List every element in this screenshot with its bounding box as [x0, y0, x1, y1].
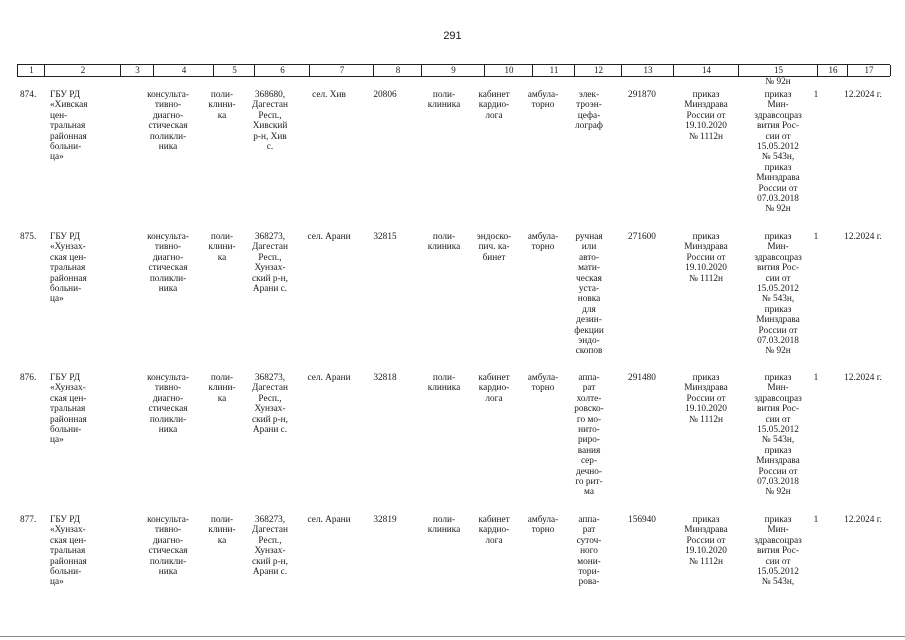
order: приказ Минздрава России от 19.10.2020 № 1112н — [684, 515, 728, 567]
address: 368273, Дагестан Респ., Хунзах- ский р-н, Арани с. — [252, 515, 288, 578]
order-secondary: приказ Мин- здравсоцраз вития Рос- сии от 15.05.2012 № 543н, приказ Минздрава России от 07.03.2018 № 92н — [754, 90, 802, 215]
order: приказ Минздрава России от 19.10.2020 № 1112н — [684, 232, 728, 284]
care-form: амбула- торно — [527, 373, 559, 394]
code: 32815 — [373, 232, 397, 242]
organization: ГБУ РД «Хивская цен- тральная районная больни- ца» — [50, 90, 88, 163]
settlement: сел. Хив — [312, 90, 346, 100]
room: кабинет кардио- лога — [478, 90, 510, 121]
column-header: 3 — [120, 65, 154, 76]
unit: поли- клиника — [427, 90, 461, 111]
column-header: 9 — [421, 65, 485, 76]
subdivision: поли- клини- ка — [208, 373, 236, 404]
price: 291870 — [628, 90, 656, 100]
organization: ГБУ РД «Хунзах- ская цен- тральная районная больни- ца» — [50, 515, 87, 588]
room: кабинет кардио- лога — [478, 373, 510, 404]
column-header: 10 — [484, 65, 533, 76]
column-header: 6 — [254, 65, 310, 76]
column-header: 13 — [621, 65, 674, 76]
address: 368273, Дагестан Респ., Хунзах- ский р-н, Арани с. — [252, 232, 288, 295]
table-header — [17, 64, 890, 77]
organization: ГБУ РД «Хунзах- ская цен- тральная районная больни- ца» — [50, 373, 87, 446]
column-header: 11 — [532, 65, 575, 76]
page-number: 291 — [443, 30, 462, 42]
column-header: 14 — [673, 65, 739, 76]
order-secondary: приказ Мин- здравсоцраз вития Рос- сии от 15.05.2012 № 543н, приказ Минздрава России от 07.03.2018 № 92н — [754, 232, 802, 357]
facility-type: консульта- тивно- диагно- стическая поликли- ника — [147, 515, 189, 578]
column-header: 8 — [373, 65, 422, 76]
care-form: амбула- торно — [527, 232, 559, 253]
row-number: 874. — [20, 90, 37, 100]
equipment: элек- троэн- цефа- лограф — [575, 90, 603, 132]
quantity: 1 — [813, 373, 819, 383]
address: 368273, Дагестан Респ., Хунзах- ский р-н, Арани с. — [252, 373, 288, 436]
unit: поли- клиника — [427, 373, 461, 394]
address: 368680, Дагестан Респ., Хивский р-н, Хив с. — [252, 90, 288, 153]
order-secondary: приказ Мин- здравсоцраз вития Рос- сии от 15.05.2012 № 543н, — [754, 515, 802, 588]
subdivision: поли- клини- ка — [208, 90, 236, 121]
equipment: ручная или авто- мати- ческая уста- новка для дезин- фекции эндо- скопов — [574, 232, 604, 357]
column-header: 12 — [574, 65, 622, 76]
code: 20806 — [373, 90, 397, 100]
room: кабинет кардио- лога — [478, 515, 510, 546]
row-number: 877. — [20, 515, 37, 525]
column-header: 17 — [847, 65, 891, 76]
subdivision: поли- клини- ка — [208, 232, 236, 263]
order: приказ Минздрава России от 19.10.2020 № 1112н — [684, 373, 728, 425]
column-header: 2 — [44, 65, 121, 76]
column-header: 16 — [817, 65, 848, 76]
subdivision: поли- клини- ка — [208, 515, 236, 546]
quantity: 1 — [813, 90, 819, 100]
row-number: 875. — [20, 232, 37, 242]
quantity: 1 — [813, 515, 819, 525]
deadline: 12.2024 г. — [844, 232, 882, 242]
column-header: 4 — [153, 65, 214, 76]
price: 291480 — [628, 373, 656, 383]
order-secondary: приказ Мин- здравсоцраз вития Рос- сии от 15.05.2012 № 543н, приказ Минздрава России от 07.03.2018 № 92н — [754, 373, 802, 498]
organization: ГБУ РД «Хунзах- ская цен- тральная районная больни- ца» — [50, 232, 87, 305]
price: 156940 — [628, 515, 656, 525]
settlement: сел. Арани — [307, 515, 351, 525]
column-header: 15 — [738, 65, 818, 76]
column-header: 7 — [309, 65, 374, 76]
facility-type: консульта- тивно- диагно- стическая поликли- ника — [147, 90, 189, 153]
code: 32819 — [373, 515, 397, 525]
code: 32818 — [373, 373, 397, 383]
care-form: амбула- торно — [527, 515, 559, 536]
equipment: аппа- рат суточ- ного мони- тори- рова- — [576, 515, 602, 588]
column-header: 5 — [213, 65, 255, 76]
quantity: 1 — [813, 232, 819, 242]
column-header: 1 — [17, 65, 45, 76]
continuation-text: № 92н — [765, 77, 791, 87]
row-number: 876. — [20, 373, 37, 383]
room: эндоско- пич. ка- бинет — [476, 232, 512, 263]
facility-type: консульта- тивно- диагно- стическая поликли- ника — [147, 232, 189, 295]
price: 271600 — [628, 232, 656, 242]
page-edge-line — [0, 636, 905, 637]
deadline: 12.2024 г. — [844, 90, 882, 100]
order: приказ Минздрава России от 19.10.2020 № 1112н — [684, 90, 728, 142]
unit: поли- клиника — [427, 515, 461, 536]
facility-type: консульта- тивно- диагно- стическая поликли- ника — [147, 373, 189, 436]
deadline: 12.2024 г. — [844, 373, 882, 383]
unit: поли- клиника — [427, 232, 461, 253]
deadline: 12.2024 г. — [844, 515, 882, 525]
settlement: сел. Арани — [307, 373, 351, 383]
equipment: аппа- рат холте- ровско- го мо- нито- риро- вания сер- дечно- го рит- ма — [574, 373, 604, 498]
care-form: амбула- торно — [527, 90, 559, 111]
settlement: сел. Арани — [307, 232, 351, 242]
